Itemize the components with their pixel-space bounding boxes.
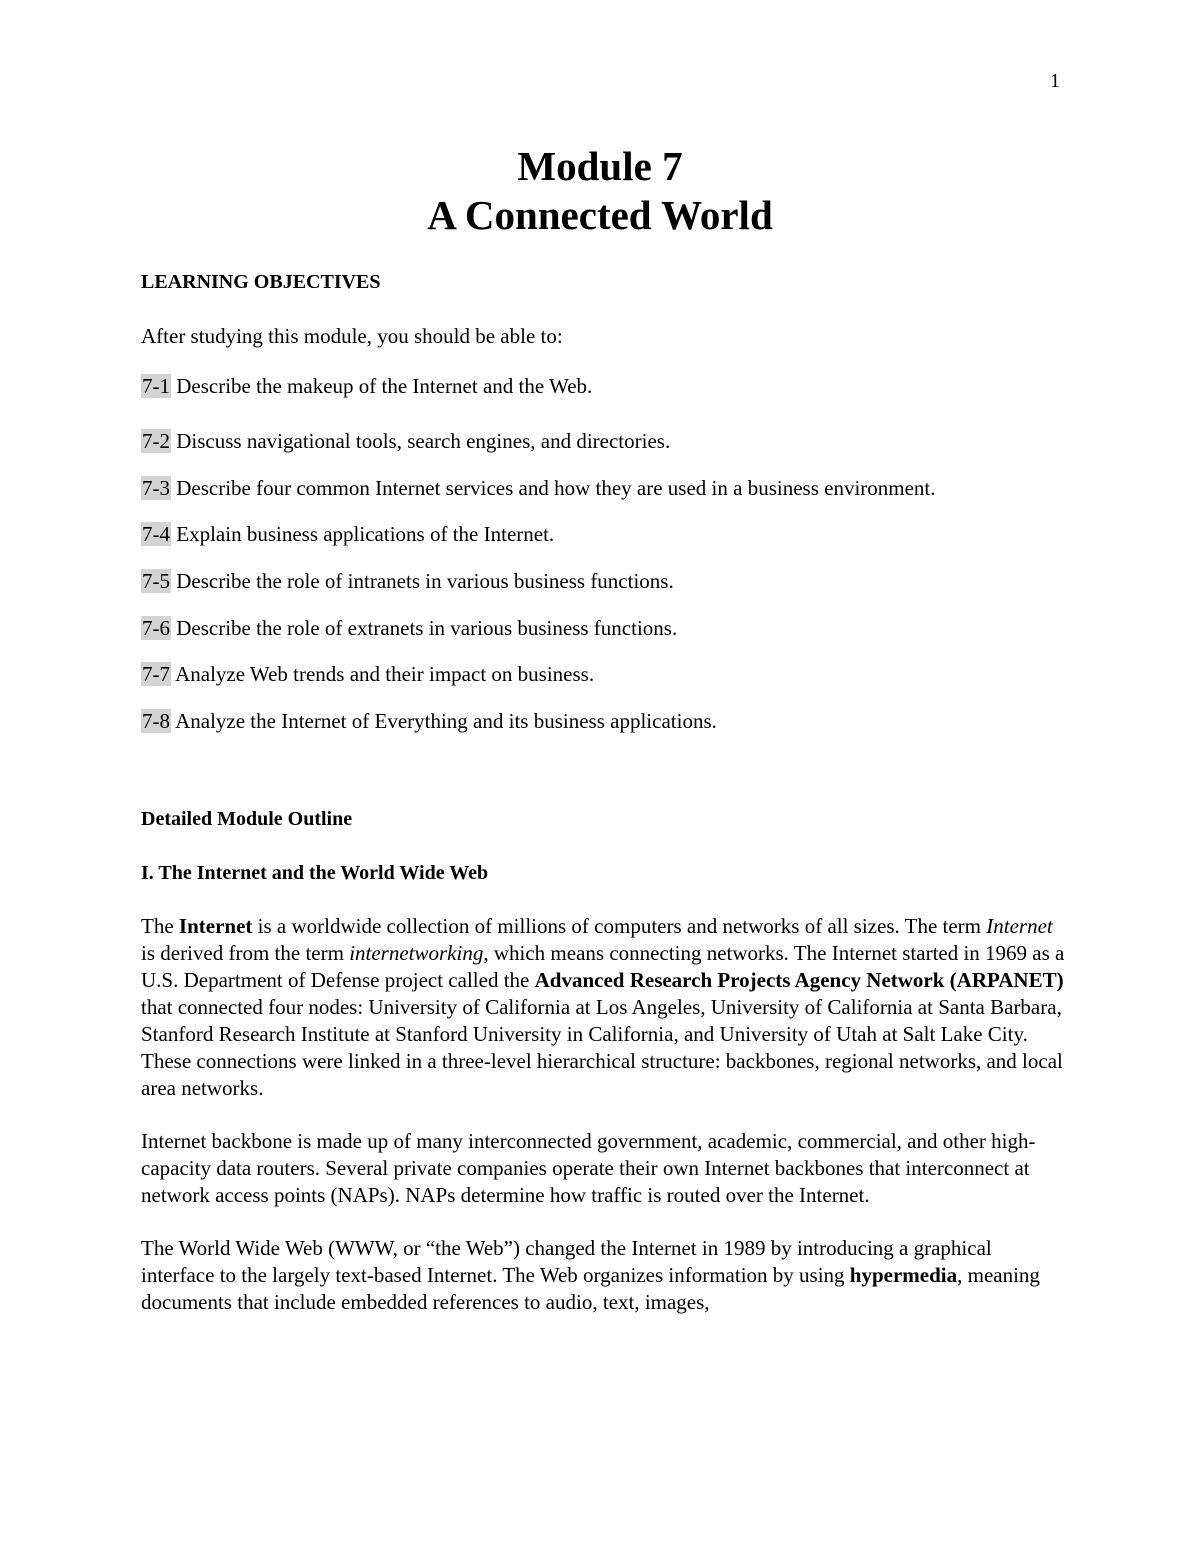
objective-text: Analyze the Internet of Everything and its business applications. <box>175 709 717 734</box>
objective-text: Describe four common Internet services and how they are used in a business environment. <box>176 475 936 500</box>
objective-item <box>141 567 1066 595</box>
objective-item <box>141 660 1066 688</box>
objective-item <box>141 520 1066 548</box>
objective-text: Describe the role of intranets in various business functions. <box>176 569 674 594</box>
objective-number: 7-7 <box>142 662 170 687</box>
objective-text: Analyze Web trends and their impact on business. <box>175 662 595 687</box>
paragraph-backbone: Internet backbone is made up of many interconnected government, academic, commercial, and other high-capacity data routers. Several private companies operate their own Internet backbones that interconnect at network access points (NAPs). NAPs determine how traffic is routed over the Internet. <box>141 1129 1036 1208</box>
objective-text: Describe the makeup of the Internet and the Web. <box>176 374 593 398</box>
paragraph-www <box>141 1235 1066 1316</box>
objectives-intro: After studying this module, you should be able to: <box>141 324 563 348</box>
term-internet-italic: Internet <box>986 914 1053 939</box>
outline-title: Detailed Module Outline <box>141 808 353 831</box>
document-title <box>0 142 1200 240</box>
page-number: 1 <box>1050 70 1060 92</box>
objective-item <box>141 427 1066 455</box>
objective-text: Discuss navigational tools, search engines, and directories. <box>176 429 671 453</box>
objective-number: 7-5 <box>142 569 170 594</box>
text-run: The World Wide Web (WWW, or “the Web”) changed the Internet in 1989 by introducing a graphical interface to the largely text-based Internet. The Web organizes information by using <box>141 1236 992 1288</box>
objective-text: Describe the role of extranets in various business functions. <box>176 615 678 640</box>
objective-item <box>141 707 1066 735</box>
learning-objectives-heading: LEARNING OBJECTIVES <box>141 271 381 293</box>
text-run: that connected four nodes: University of California at Los Angeles, University of California at Santa Barbara, Stanford Research Institute at Stanford University in California, and University of Utah at Salt Lake City. These connections were linked in a three-level hierarchical structure: backbones, regional networks, and local area networks. <box>141 995 1063 1101</box>
term-internetworking: internetworking <box>349 941 484 966</box>
term-hypermedia: hypermedia <box>849 1263 958 1288</box>
objective-number: 7-3 <box>142 475 170 500</box>
text-run: is derived from the term <box>141 941 350 966</box>
term-arpanet: Advanced Research Projects Agency Network (ARPANET) <box>534 968 1064 993</box>
objective-number: 7-8 <box>142 709 170 734</box>
objective-number: 7-2 <box>142 429 170 453</box>
objective-number: 7-4 <box>142 522 170 547</box>
objectives-list <box>141 372 1066 735</box>
title-line-module: Module 7 <box>517 143 683 189</box>
objective-item <box>141 474 1066 502</box>
document-body <box>141 268 1066 1316</box>
objective-number: 7-6 <box>142 615 170 640</box>
paragraph-internet <box>141 913 1066 1102</box>
objective-number: 7-1 <box>142 374 170 398</box>
term-internet: Internet <box>178 914 253 939</box>
section-heading: I. The Internet and the World Wide Web <box>141 862 489 885</box>
text-run: is a worldwide collection of millions of computers and networks of all sizes. The term <box>252 914 987 939</box>
objective-text: Explain business applications of the Internet. <box>176 522 555 547</box>
objective-item <box>141 372 1066 400</box>
title-line-subject: A Connected World <box>427 192 773 238</box>
text-run: The <box>141 914 179 939</box>
text-run: , meaning documents that include embedded references to audio, text, images, <box>141 1263 1040 1315</box>
objective-item <box>141 614 1066 642</box>
text-run: , which means connecting networks. The Internet started in 1969 as a U.S. Department of Defense project called the <box>141 941 1065 993</box>
